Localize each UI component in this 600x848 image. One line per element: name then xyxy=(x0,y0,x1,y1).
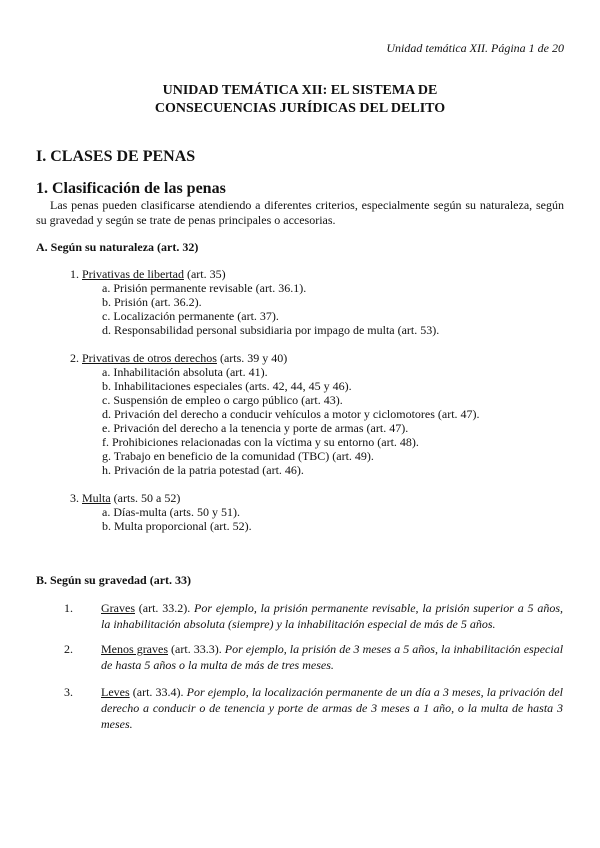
group-number: 3. xyxy=(70,491,79,505)
gravity-ref: (art. 33.3). xyxy=(171,642,222,656)
page-header-label: Unidad temática XII. Página 1 de 20 xyxy=(386,41,564,55)
gravity-item-menos-graves xyxy=(101,641,563,673)
group-2-title xyxy=(70,351,287,365)
group-number: 1. xyxy=(70,267,79,281)
list-item: a. Prisión permanente revisable (art. 36.1). xyxy=(102,281,307,295)
list-item: a. Inhabilitación absoluta (art. 41). xyxy=(102,365,268,379)
list-item: b. Prisión (art. 36.2). xyxy=(102,295,202,309)
document-title-line-2: CONSECUENCIAS JURÍDICAS DEL DELITO xyxy=(154,101,446,116)
document-title xyxy=(0,82,600,118)
gravity-name: Menos graves xyxy=(101,642,169,656)
gravity-example: Por ejemplo, la prisión de 3 meses a 5 años, la inhabilitación especial de hasta 5 años o la multa de más de tres meses. xyxy=(101,642,564,672)
subsection-heading: 1. Clasificación de las penas xyxy=(36,180,226,197)
gravity-name: Leves xyxy=(101,685,130,699)
list-item: a. Días-multa (arts. 50 y 51). xyxy=(102,505,240,519)
list-item: g. Trabajo en beneficio de la comunidad (TBC) (art. 49). xyxy=(102,449,374,463)
group-number: 2. xyxy=(70,351,79,365)
gravity-item-leves xyxy=(101,684,563,732)
list-item: e. Privación del derecho a la tenencia y porte de armas (art. 47). xyxy=(102,421,409,435)
group-ref: (arts. 39 y 40) xyxy=(219,351,288,365)
group-3-title xyxy=(70,491,180,505)
gravity-name: Graves xyxy=(101,601,135,615)
section-a-heading: A. Según su naturaleza (art. 32) xyxy=(36,240,199,254)
gravity-item-number: 3. xyxy=(64,685,73,699)
group-ref: (art. 35) xyxy=(186,267,226,281)
gravity-example: Por ejemplo, la prisión permanente revisable, la prisión superior a 5 años, la inhabilitación absoluta (siempre) y la inhabilitación especial de más de 5 años. xyxy=(101,601,563,631)
group-ref: (arts. 50 a 52) xyxy=(113,491,181,505)
list-item: f. Prohibiciones relacionadas con la víctima y su entorno (art. 48). xyxy=(102,435,419,449)
intro-paragraph: Las penas pueden clasificarse atendiendo a diferentes criterios, especialmente según su naturaleza, según su gravedad y según se trate de penas principales o accesorias. xyxy=(36,198,564,227)
list-item: b. Inhabilitaciones especiales (arts. 42, 44, 45 y 46). xyxy=(102,379,352,393)
list-item: c. Localización permanente (art. 37). xyxy=(102,309,279,323)
gravity-item-number: 1. xyxy=(64,601,73,615)
document-title-line-1: UNIDAD TEMÁTICA XII: EL SISTEMA DE xyxy=(162,83,438,98)
gravity-ref: (art. 33.4). xyxy=(132,685,184,699)
gravity-item-graves xyxy=(101,600,563,632)
list-item: h. Privación de la patria potestad (art. 46). xyxy=(102,463,304,477)
gravity-item-number: 2. xyxy=(64,642,73,656)
group-name: Privativas de otros derechos xyxy=(82,351,217,365)
group-1-title xyxy=(70,267,226,281)
section-b-heading: B. Según su gravedad (art. 33) xyxy=(36,573,192,587)
list-item: d. Privación del derecho a conducir vehículos a motor y ciclomotores (art. 47). xyxy=(102,407,480,421)
group-name: Multa xyxy=(82,491,111,505)
section-heading: I. CLASES DE PENAS xyxy=(36,148,196,165)
gravity-ref: (art. 33.2). xyxy=(138,601,191,615)
list-item: d. Responsabilidad personal subsidiaria por impago de multa (art. 53). xyxy=(102,323,440,337)
list-item: b. Multa proporcional (art. 52). xyxy=(102,519,252,533)
gravity-example: Por ejemplo, la localización permanente de un día a 3 meses, la privación del derecho a conducir o de tenencia y porte de armas de 3 meses a 1 año, o la multa de hasta 3 meses. xyxy=(101,685,563,731)
group-name: Privativas de libertad xyxy=(82,267,184,281)
list-item: c. Suspensión de empleo o cargo público (art. 43). xyxy=(102,393,343,407)
